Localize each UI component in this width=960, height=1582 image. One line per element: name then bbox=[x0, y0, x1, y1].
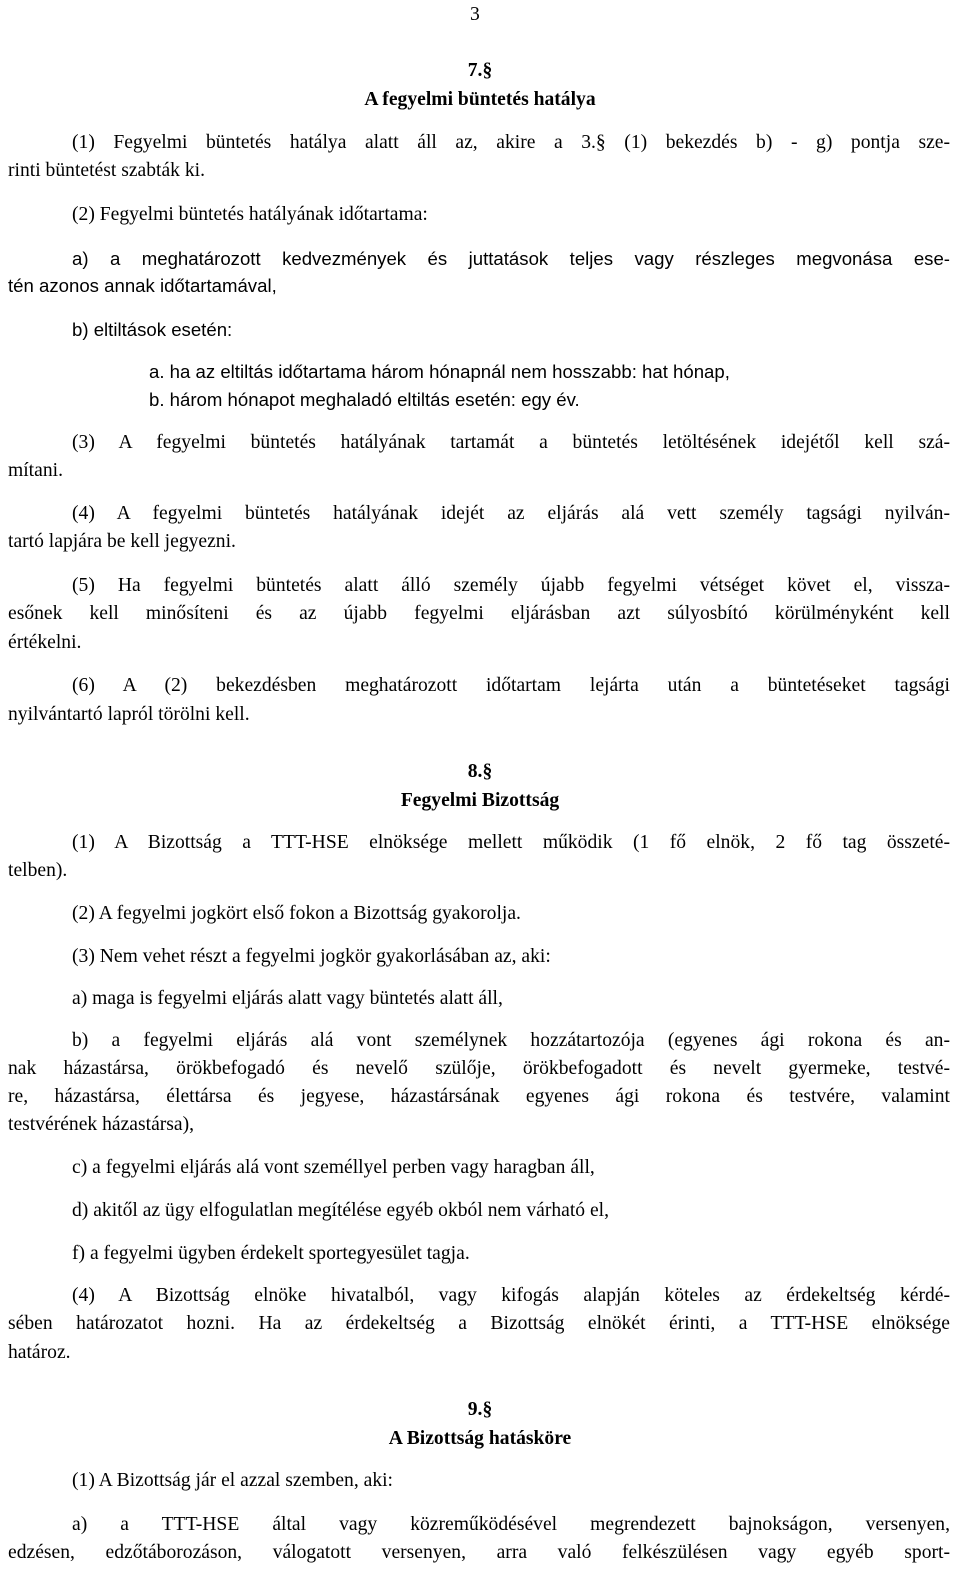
s7-p5-line2: esőnek kell minősíteni és az újabb fegyelmi eljárásban azt súlyosbító körülményként kell bbox=[8, 603, 950, 624]
s8-p1-line2: telben). bbox=[8, 860, 68, 881]
s8-p2: (2) A fegyelmi jogkört első fokon a Bizottság gyakorolja. bbox=[72, 903, 521, 924]
s8-p3b-line1: b) a fegyelmi eljárás alá vont személynek hozzátartozója (egyenes ági rokona és an- bbox=[72, 1030, 950, 1051]
s7-p6-line1: (6) A (2) bekezdésben meghatározott időtartam lejárta után a büntetéseket tagsági bbox=[72, 675, 950, 696]
s8-p3-item-f: f) a fegyelmi ügyben érdekelt sportegyesület tagja. bbox=[72, 1243, 470, 1264]
s7-p1-line1: (1) Fegyelmi büntetés hatálya alatt áll az, akire a 3.§ (1) bekezdés b) - g) pontja sze- bbox=[72, 132, 950, 153]
s7-p2b-item-b: b. három hónapot meghaladó eltiltás esetén: egy év. bbox=[149, 389, 580, 410]
s8-p3b-line4: testvérének házastársa), bbox=[8, 1114, 195, 1135]
s7-p2a-line1: a) a meghatározott kedvezmények és juttatások teljes vagy részleges megvonása ese- bbox=[72, 248, 950, 269]
s7-p3-line1: (3) A fegyelmi büntetés hatályának tartamát a büntetés letöltésének idejétől kell szá- bbox=[72, 432, 950, 453]
s8-p3-item-c: c) a fegyelmi eljárás alá vont személlyel perben vagy haragban áll, bbox=[72, 1157, 595, 1178]
s8-p3-item-d: d) akitől az ügy elfogulatlan megítélése egyéb okból nem várható el, bbox=[72, 1200, 610, 1221]
s7-p6-line2: nyilvántartó lapról törölni kell. bbox=[8, 704, 250, 725]
s7-p5-line3: értékelni. bbox=[8, 632, 82, 653]
section-7-number: 7.§ bbox=[467, 60, 493, 81]
s7-p2: (2) Fegyelmi büntetés hatályának időtartama: bbox=[72, 204, 428, 225]
s9-p1: (1) A Bizottság jár el azzal szemben, aki: bbox=[72, 1470, 394, 1491]
s8-p3b-line2: nak házastársa, örökbefogadó és nevelő szülője, örökbefogadott és nevelt gyermeke, testvé- bbox=[8, 1058, 950, 1079]
s8-p1-line1: (1) A Bizottság a TTT-HSE elnöksége mellett működik (1 fő elnök, 2 fő tag összeté- bbox=[72, 832, 950, 853]
s8-p4-line3: határoz. bbox=[8, 1342, 71, 1363]
s7-p2a-line2: tén azonos annak időtartamával, bbox=[8, 275, 277, 296]
s7-p1-line2: rinti büntetést szabták ki. bbox=[8, 160, 205, 181]
s7-p5-line1: (5) Ha fegyelmi büntetés alatt álló személy újabb fegyelmi vétséget követ el, vissza- bbox=[72, 575, 950, 596]
section-9-title: A Bizottság hatásköre bbox=[388, 1428, 572, 1449]
s9-p1a-line2: edzésen, edzőtáborozáson, válogatott versenyen, arra való felkészülésen vagy egyéb sport- bbox=[8, 1542, 950, 1563]
s8-p4-line1: (4) A Bizottság elnöke hivatalból, vagy kifogás alapján köteles az érdekeltség kérdé- bbox=[72, 1285, 950, 1306]
section-7-title: A fegyelmi büntetés hatálya bbox=[364, 89, 596, 110]
s8-p4-line2: sében határozatot hozni. Ha az érdekeltség a Bizottság elnökét érinti, a TTT-HSE elnöksége bbox=[8, 1313, 950, 1334]
s7-p4-line2: tartó lapjára be kell jegyezni. bbox=[8, 531, 236, 552]
section-8-number: 8.§ bbox=[467, 761, 493, 782]
page-number: 3 bbox=[470, 4, 480, 25]
s7-p2b-item-a: a. ha az eltiltás időtartama három hónapnál nem hosszabb: hat hónap, bbox=[149, 361, 730, 382]
s7-p3-line2: mítani. bbox=[8, 460, 63, 481]
s8-p3-item-a: a) maga is fegyelmi eljárás alatt vagy büntetés alatt áll, bbox=[72, 988, 503, 1009]
section-8-title: Fegyelmi Bizottság bbox=[400, 790, 560, 811]
s7-p4-line1: (4) A fegyelmi büntetés hatályának idejét az eljárás alá vett személy tagsági nyilván- bbox=[72, 503, 950, 524]
s8-p3: (3) Nem vehet részt a fegyelmi jogkör gyakorlásában az, aki: bbox=[72, 946, 551, 967]
s8-p3b-line3: re, házastársa, élettársa és jegyese, házastársának egyenes ági rokona és testvére, valamint bbox=[8, 1086, 950, 1107]
section-9-number: 9.§ bbox=[467, 1399, 493, 1420]
s7-p2b: b) eltiltások esetén: bbox=[72, 319, 233, 340]
s9-p1a-line1: a) a TTT-HSE által vagy közreműködésével megrendezett bajnokságon, versenyen, bbox=[72, 1514, 950, 1535]
